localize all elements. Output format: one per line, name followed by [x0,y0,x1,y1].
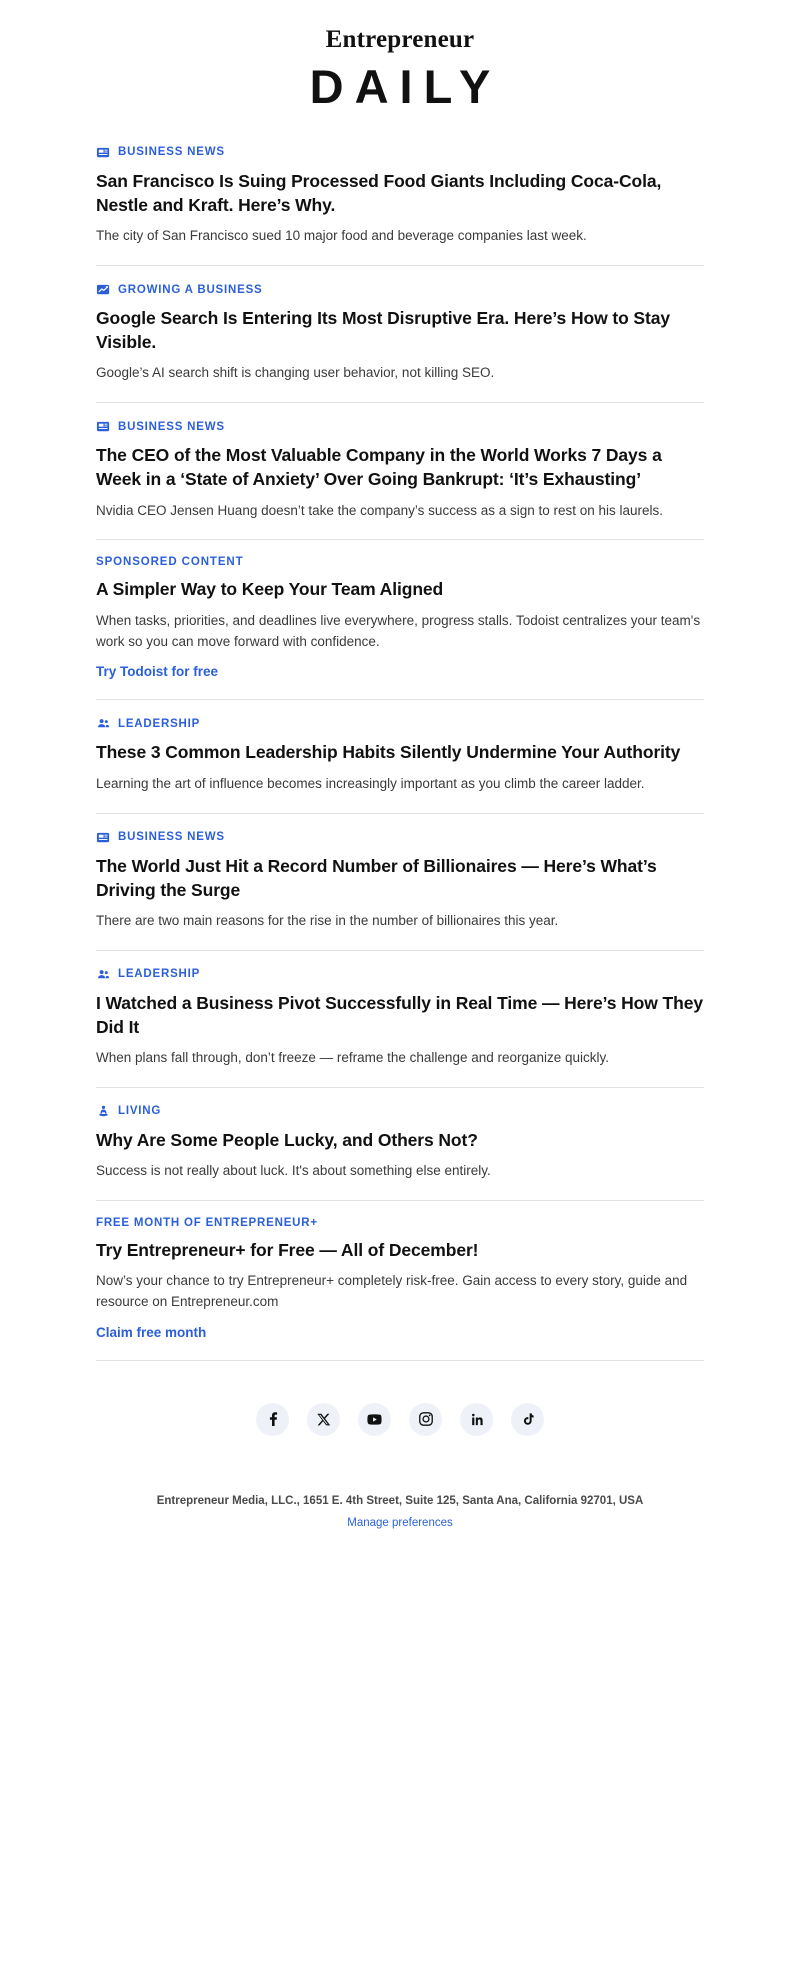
article-item[interactable] [96,1088,704,1201]
article-list [0,127,800,1361]
kicker-label: BUSINESS NEWS [118,831,225,843]
newspaper-icon [96,145,111,160]
kicker [96,419,704,434]
kicker-label: BUSINESS NEWS [118,146,225,159]
kicker-label: FREE MONTH OF ENTREPRENEUR+ [96,1216,318,1229]
newspaper-icon [96,419,111,434]
article-headline[interactable]: Try Entrepreneur+ for Free — All of December! [96,1239,479,1260]
tiktok-icon[interactable] [511,1403,544,1436]
people-icon [96,967,111,982]
promo-item[interactable] [96,1201,704,1361]
article-headline[interactable]: Google Search Is Entering Its Most Disruptive Era. Here’s How to Stay Visible. [96,308,670,353]
youtube-icon[interactable] [358,1403,391,1436]
facebook-icon[interactable] [256,1403,289,1436]
article-dek: Success is not really about luck. It's about something else entirely. [96,1163,491,1179]
kicker [96,716,704,731]
article-headline[interactable]: Why Are Some People Lucky, and Others Not? [96,1129,478,1150]
article-dek: There are two main reasons for the rise in the number of billionaires this year. [96,912,559,928]
footer-address: Entrepreneur Media, LLC., 1651 E. 4th Street, Suite 125, Santa Ana, California 92701, USA [156,1494,644,1507]
footer [0,1466,800,1559]
sponsored-item[interactable] [96,540,704,700]
article-dek: Learning the art of influence becomes increasingly important as you climb the career ladder. [96,775,645,791]
social-links [0,1361,800,1466]
kicker-label: LEADERSHIP [118,968,201,981]
masthead [0,0,800,127]
article-item[interactable] [96,951,704,1088]
article-dek: Nvidia CEO Jensen Huang doesn’t take the company’s success as a sign to rest on his laurels. [96,502,664,518]
article-headline[interactable]: The World Just Hit a Record Number of Billionaires — Here’s What’s Driving the Surge [96,855,657,900]
article-dek: Google’s AI search shift is changing user behavior, not killing SEO. [96,365,495,381]
newspaper-icon [96,830,111,845]
article-headline[interactable]: I Watched a Business Pivot Successfully in Real Time — Here’s How They Did It [96,992,703,1037]
kicker [96,967,704,982]
kicker [96,1217,704,1229]
article-item[interactable] [96,403,704,540]
kicker-label: LEADERSHIP [118,717,201,730]
article-item[interactable] [96,814,704,951]
article-headline[interactable]: The CEO of the Most Valuable Company in the World Works 7 Days a Week in a ‘State of Anxiety’ Over Going Bankrupt: ‘It’s Exhausting’ [96,445,662,490]
linkedin-icon[interactable] [460,1403,493,1436]
kicker [96,1104,704,1119]
article-dek: When plans fall through, don’t freeze — reframe the challenge and reorganize quickly. [96,1049,610,1065]
kicker-label: SPONSORED CONTENT [96,556,244,569]
claim-free-month-link[interactable]: Claim free month [96,1324,207,1340]
kicker [96,830,704,845]
article-headline[interactable]: These 3 Common Leadership Habits Silently Undermine Your Authority [96,742,681,763]
x-twitter-icon[interactable] [307,1403,340,1436]
article-dek: Now’s your chance to try Entrepreneur+ completely risk-free. Gain access to every story, guide and resource on Entrepreneur.com [96,1273,688,1310]
article-dek: When tasks, priorities, and deadlines live everywhere, progress stalls. Todoist centralizes your team's work so you can move forward with confidence. [96,612,701,649]
sponsored-cta-link[interactable]: Try Todoist for free [96,664,219,680]
brand-title: Entrepreneur [325,26,475,53]
article-item[interactable] [96,700,704,813]
kicker-label: LIVING [118,1105,162,1118]
article-dek: The city of San Francisco sued 10 major food and beverage companies last week. [96,228,587,244]
kicker [96,556,704,568]
kicker [96,282,704,297]
article-item[interactable] [96,127,704,266]
article-item[interactable] [96,266,704,403]
manage-preferences-link[interactable]: Manage preferences [347,1517,453,1530]
article-headline[interactable]: A Simpler Way to Keep Your Team Aligned [96,579,444,600]
article-headline[interactable]: San Francisco Is Suing Processed Food Giants Including Coca-Cola, Nestle and Kraft. Here’s Why. [96,170,662,215]
instagram-icon[interactable] [409,1403,442,1436]
meditation-icon [96,1104,111,1119]
chart-growth-icon [96,282,111,297]
kicker [96,145,704,160]
people-icon [96,716,111,731]
masthead-subtitle: DAILY [309,59,502,113]
kicker-label: GROWING A BUSINESS [118,283,263,296]
kicker-label: BUSINESS NEWS [118,420,225,433]
